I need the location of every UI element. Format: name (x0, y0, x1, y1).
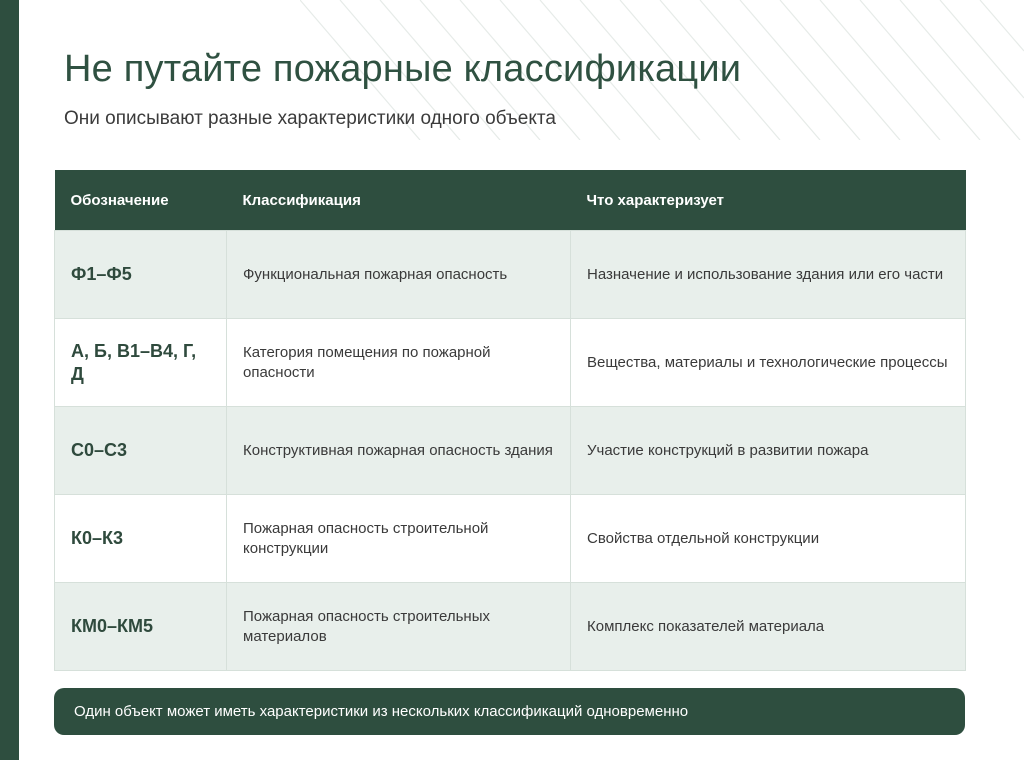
table-header-row (55, 170, 966, 231)
table-row (55, 583, 966, 671)
footer-note-text: Один объект может иметь характеристики из нескольких классификаций одновременно (74, 703, 689, 720)
designation-cell: КМ0–КМ5 (55, 583, 227, 671)
table-row (55, 495, 966, 583)
classification-table (54, 170, 966, 671)
designation-cell: К0–К3 (55, 495, 227, 583)
designation-cell: С0–С3 (55, 407, 227, 495)
classification-cell: Конструктивная пожарная опасность здания (227, 407, 571, 495)
characterizes-cell: Участие конструкций в развитии пожара (571, 407, 966, 495)
characterizes-cell: Назначение и использование здания или его части (571, 231, 966, 319)
left-accent-bar (0, 0, 19, 760)
table-row (55, 231, 966, 319)
table-row (55, 407, 966, 495)
designation-cell: Ф1–Ф5 (55, 231, 227, 319)
classification-cell: Функциональная пожарная опасность (227, 231, 571, 319)
characterizes-cell: Комплекс показателей материала (571, 583, 966, 671)
classification-cell: Категория помещения по пожарной опасности (227, 319, 571, 407)
designation-cell: А, Б, В1–В4, Г, Д (55, 319, 227, 407)
column-header-classification: Классификация (227, 170, 571, 231)
page-title: Не путайте пожарные классификации (64, 48, 742, 90)
classification-cell: Пожарная опасность строительных материалов (227, 583, 571, 671)
classification-cell: Пожарная опасность строительной конструкции (227, 495, 571, 583)
characterizes-cell: Свойства отдельной конструкции (571, 495, 966, 583)
characterizes-cell: Вещества, материалы и технологические процессы (571, 319, 966, 407)
column-header-designation: Обозначение (55, 170, 227, 231)
page-subtitle: Они описывают разные характеристики одного объекта (64, 108, 556, 129)
column-header-characterizes: Что характеризует (571, 170, 966, 231)
table-row (55, 319, 966, 407)
footer-note (54, 688, 965, 735)
